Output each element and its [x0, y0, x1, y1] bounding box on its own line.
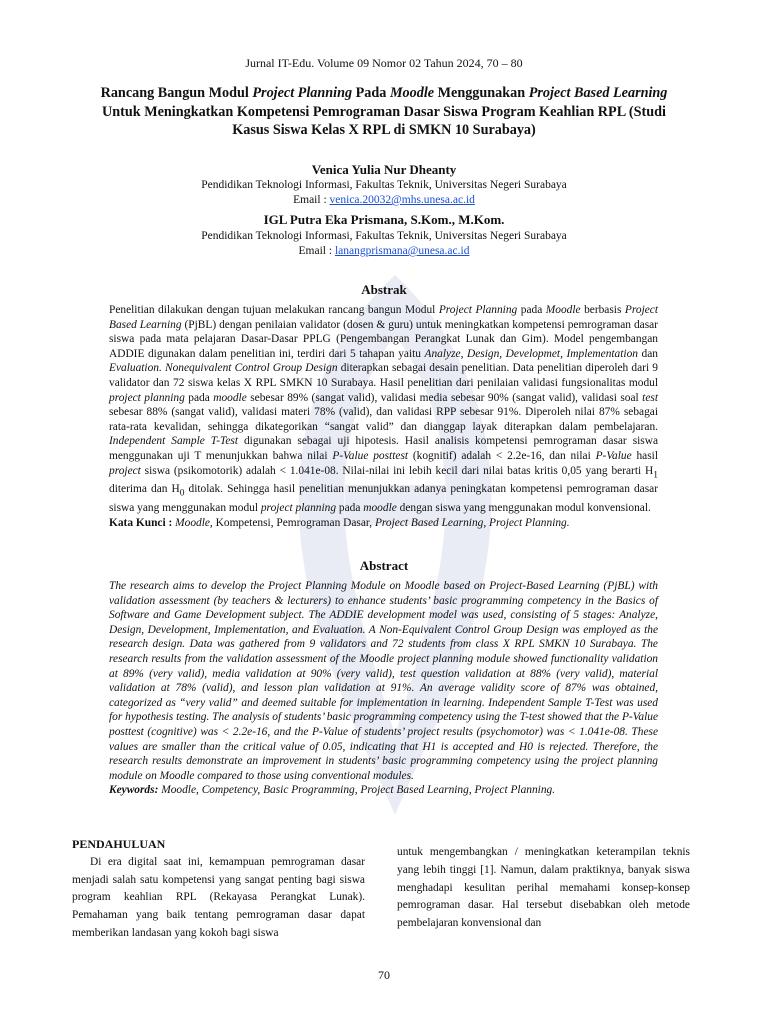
abstrak-heading: Abstrak: [361, 282, 407, 297]
abstrak-body: [109, 303, 658, 530]
kata-kunci-line: Kata Kunci : Moodle, Kompetensi, Pemrograman Dasar, Project Based Learning, Project Planning.: [109, 516, 570, 529]
author-affiliation-1: Pendidikan Teknologi Informasi, Fakultas Teknik, Universitas Negeri Surabaya: [201, 179, 567, 191]
page-number: 70: [378, 968, 390, 982]
intro-left-paragraph: Di era digital saat ini, kemampuan pemrograman dasar menjadi salah satu kompetensi yang sangat penting bagi siswa program keahlian RPL (Rekayasa Perangkat Lunak). Pemahaman yang baik tentang pemrograman dasar dapat memberikan landasan yang kokoh bagi siswa: [72, 855, 365, 939]
author-email-link-2[interactable]: lanangprismana@unesa.ac.id: [334, 245, 470, 257]
abstract-body: [109, 579, 658, 798]
intro-right-column: [397, 844, 690, 933]
keywords-line: Keywords: Moodle, Competency, Basic Programming, Project Based Learning, Project Planning.: [109, 784, 556, 797]
intro-left-column: [72, 836, 365, 943]
abstrak-paragraph: Penelitian dilakukan dengan tujuan melakukan rancang bangun Modul Project Planning pada Moodle berbasis Project Based Learning (PjBL) dengan penilaian validator (dosen & guru) untuk meningkatkan kompetensi pemrograman dasar siswa pada mata pelajaran Dasar-Dasar PPLG (Pengembangan Perangkat Lunak dan Gim). Model pengembangan ADDIE digunakan dalam penelitian ini, terdiri dari 5 tahapan yaitu Analyze, Design, Developmet, Implementation dan Evaluation. Nonequivalent Control Group Design diterapkan sebagai desain penelitian. Data penelitian diperoleh dari 9 validator dan 72 siswa kelas X RPL SMKN 10 Surabaya. Hasil penelitian dari penilaian validasi fungsionalitas modul project planning pada moodle sebesar 89% (sangat valid), validasi media sebesar 90% (sangat valid), validasi soal test sebesar 88% (sangat valid), validasi materi 78% (valid), dan validasi RPP sebesar 91%. Diperoleh nilai 87% sebagai rata-rata kevalidan, sehingga dikategorikan “sangat valid” dan dianggap layak diterapkan dalam pembelajaran. Independent Sample T-Test digunakan sebagai uji hipotesis. Hasil analisis kompetensi pemrograman dasar siswa menggunakan uji T menunjukkan bahwa nilai P-Value posttest (kognitif) adalah < 2.2e-16, dan nilai P-Value hasil project siswa (psikomotorik) adalah < 1.041e-08. Nilai-nilai ini lebih kecil dari nilai batas kritis 0,05 yang berarti $H_1$ diterima dan $H_0$ ditolak. Sehingga hasil penelitian menunjukkan adanya peningkatan kompetensi pemrograman dasar siswa yang menggunakan modul project planning pada moodle dengan siswa yang menggunakan modul konvensional.: [109, 304, 659, 515]
journal-header: Jurnal IT-Edu. Volume 09 Nomor 02 Tahun 2024, 70 – 80: [245, 56, 523, 70]
author-name-2: IGL Putra Eka Prismana, S.Kom., M.Kom.: [263, 212, 505, 227]
author-name-1: Venica Yulia Nur Dheanty: [311, 162, 457, 177]
author-email-link-1[interactable]: venica.20032@mhs.unesa.ac.id: [329, 194, 475, 206]
paper-title: Rancang Bangun Modul Project Planning Pada Moodle Menggunakan Project Based Learning Untuk Meningkatkan Kompetensi Pemrograman Dasar Siswa Program Keahlian RPL (Studi Kasus Siswa Kelas X RPL di SMKN 10 Surabaya): [100, 85, 668, 138]
author-email-line-2: Email : lanangprismana@unesa.ac.id: [298, 245, 470, 257]
intro-right-paragraph: untuk mengembangkan / meningkatkan keterampilan teknis yang lebih tinggi [1]. Namun, dalam praktiknya, banyak siswa menghadapi kesulitan perihal memahami konsep-konsep pemrograman dasar. Hal tersebut disebabkan oleh metode pembelajaran konvensional dan: [397, 846, 690, 930]
abstract-paragraph: The research aims to develop the Project Planning Module on Moodle based on Project-Based Learning (PjBL) with validation assessment (by teachers & lecturers) to enhance students’ basic programming competency in the Basics of Software and Game Development subject. The ADDIE development model was used, consisting of 5 stages: Analyze, Design, Development, Implementation, and Evaluation. A Non-Equivalent Control Group Design was employed as the research design. Data was gathered from 9 validators and 72 students from class X RPL SMKN 10 Surabaya. The research results from the validation assessment of the Moodle project planning module showed functionality validation at 89% (very valid), media validation at 90% (very valid), test question validation at 88% (very valid), material validation at 78% (valid), and lesson plan validation at 91%. An average validity score of 87% was obtained, categorized as “very valid” and deemed suitable for implementation in learning. Independent Sample T-Test was used for hypothesis testing. The analysis of students’ basic programming competency using the T-test showed that the P-Value posttest (cognitive) was < 2.2e-16, and the P-Value of students’ project results (psychomotor) was < 1.041e-08. These values are smaller than the critical value of 0.05, indicating that H1 is accepted and H0 is rejected. Therefore, the research results demonstrate an improvement in students’ basic programming competency using the project planning module on Moodle compared to those using conventional modules.: [109, 580, 658, 782]
author-affiliation-2: Pendidikan Teknologi Informasi, Fakultas Teknik, Universitas Negeri Surabaya: [201, 230, 567, 242]
abstract-heading: Abstract: [359, 558, 409, 573]
pendahuluan-heading: PENDAHULUAN: [72, 837, 166, 851]
author-email-line-1: Email : venica.20032@mhs.unesa.ac.id: [293, 194, 475, 206]
